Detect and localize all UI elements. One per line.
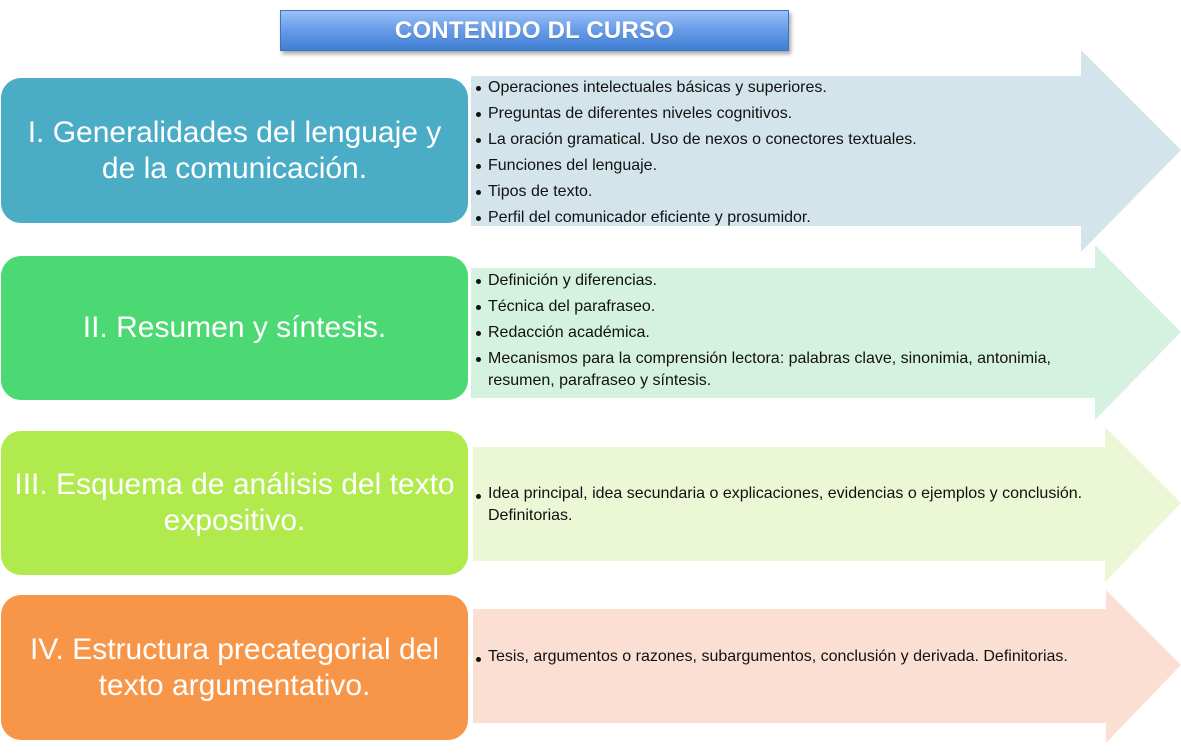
list-item: Preguntas de diferentes niveles cognitivos.: [474, 101, 917, 127]
bullet-list-1: [474, 75, 917, 231]
list-item: Operaciones intelectuales básicas y superiores.: [474, 75, 917, 101]
bullet-list-4: [474, 646, 1074, 668]
topic-box-4: [1, 595, 468, 740]
bullet-list-3: [474, 483, 1094, 527]
bullet-list-2: [474, 268, 1094, 392]
list-item: Redacción académica.: [474, 320, 1094, 346]
list-item: Mecanismos para la comprensión lectora: palabras clave, sinonimia, antonimia, resumen, parafraseo y síntesis.: [474, 346, 1094, 392]
topic-box-3: [1, 431, 468, 575]
list-item: Tesis, argumentos o razones, subargumentos, conclusión y derivada. Definitorias.: [474, 646, 1074, 668]
list-item: Definición y diferencias.: [474, 268, 1094, 294]
list-item: Funciones del lenguaje.: [474, 153, 917, 179]
page-title: CONTENIDO DL CURSO: [394, 16, 675, 44]
topic-box-1: [1, 78, 468, 223]
list-item: Perfil del comunicador eficiente y prosumidor.: [474, 205, 917, 231]
list-item: Idea principal, idea secundaria o explicaciones, evidencias o ejemplos y conclusión. Definitorias.: [474, 483, 1094, 527]
topic-box-2: [1, 256, 468, 400]
topic-label-4: IV. Estructura precategorial del texto argumentativo.: [29, 632, 440, 702]
topic-label-3: III. Esquema de análisis del texto expositivo.: [14, 468, 455, 537]
list-item: La oración gramatical. Uso de nexos o conectores textuales.: [474, 127, 917, 153]
topic-label-2: II. Resumen y síntesis.: [82, 311, 387, 344]
list-item: Tipos de texto.: [474, 179, 917, 205]
list-item: Técnica del parafraseo.: [474, 294, 1094, 320]
topic-label-1: I. Generalidades del lenguaje y de la comunicación.: [27, 115, 442, 185]
